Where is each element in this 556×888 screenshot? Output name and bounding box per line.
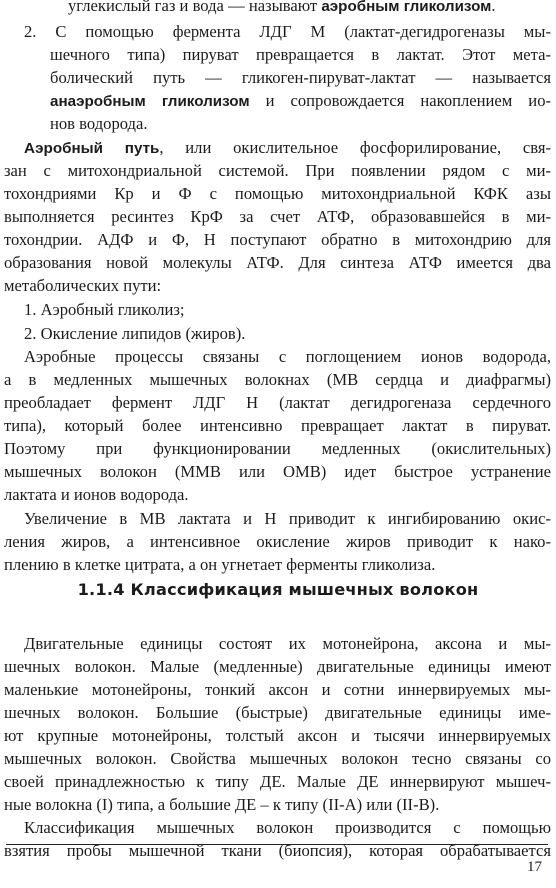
paragraph-line: плению в клетке цитрата, а он угнетает ферменты гликолиза. [4,555,436,574]
paragraph-line: Поэтому при функционировании медленных (окислительных) [4,439,551,458]
list-item: 2. Окисление липидов (жиров). [24,324,246,343]
page-number: 17 [527,859,542,875]
paragraph-line: тохондриями Кр и Ф с помощью митохондриальной КФК азы [4,184,551,203]
paragraph-line: мышечных волокон. Свойства мышечных волокон тесно связаны со [4,749,551,768]
list-item-2-line: болический путь — гликоген-пируват-лактат — называется [50,68,551,87]
list-item-2-line: шечного типа) пируват превращается в лактат. Этот мета- [50,45,551,64]
bold-term: Аэробный путь [24,140,160,157]
section-heading: 1.1.4 Классификация мышечных волокон [77,580,479,599]
text-fragment: и сопровождается накоплением ио- [249,91,552,110]
text-fragment: углекислый газ и вода — называют [68,0,322,15]
paragraph-line: выполняется ресинтез КрФ за счет АТФ, образовавшейся в ми- [4,207,551,226]
paragraph-line: а в медленных мышечных волокнах (МВ сердца и диафрагмы) [4,370,551,389]
paragraph-line: Аэробные процессы связаны с поглощением ионов водорода, [24,347,551,366]
list-item-2-line: нов водорода. [50,114,148,133]
paragraph-line: ления жиров, а интенсивное окисление жиров приводит к нако- [4,532,551,551]
list-item: 1. Аэробный гликолиз; [24,300,185,319]
paragraph-line: своей принадлежностью к типу ДЕ. Малые ДЕ иннервируют мышеч- [4,772,551,791]
paragraph-line: взятия пробы мышечной ткани (биопсия), которая обрабатывается [4,841,551,860]
bold-term: анаэробным гликолизом [50,93,250,110]
paragraph-line: типа), который более интенсивно превращает лактат в пируват. [4,416,551,435]
bold-term: аэробным гликолизом [321,0,492,15]
paragraph-line: шечных волокон. Большие (быстрые) двигательные единицы име- [4,703,551,722]
paragraph-line: тохондрии. АДФ и Ф, Н поступают обратно в митохондрию для [4,230,551,249]
paragraph-line: шечных волокон. Малые (медленные) двигательные единицы имеют [4,657,551,676]
paragraph-line: Классификация мышечных волокон производится с помощью [24,818,551,837]
paragraph-line: лактата и ионов водорода. [4,485,189,504]
text-fragment: , или окислительное фосфорилирование, свя- [159,138,551,157]
list-item-2-line [50,89,551,113]
footer-divider [6,844,548,845]
list-item-2-line: 2. С помощью фермента ЛДГ М (лактат-дегидрогеназы мы- [24,22,551,41]
text-fragment: . [491,0,496,15]
paragraph-line: ют крупные мотонейроны, толстый аксон и тысячи иннервируемых [4,726,551,745]
paragraph-line: зан с митохондриальной системой. При появлении рядом с ми- [4,161,551,180]
paragraph-line: образования новой молекулы АТФ. Для синтеза АТФ имеется два [4,253,551,272]
paragraph-line [24,136,551,160]
paragraph-line: ные волокна (I) типа, а большие ДЕ – к типу (II-А) или (II-В). [4,795,440,814]
paragraph-line: маленькие мотонейроны, тонкий аксон и сотни иннервируемых мы- [4,680,551,699]
paragraph-line: преобладает фермент ЛДГ Н (лактат дегидрогеназа сердечного [4,393,551,412]
paragraph-line: метаболических пути: [4,276,162,295]
text-line [68,0,496,18]
paragraph-line: Увеличение в МВ лактата и Н приводит к ингибированию окис- [24,509,551,528]
paragraph-line: мышечных волокон (ММВ или ОМВ) идет быстрое устранение [4,462,551,481]
paragraph-line: Двигательные единицы состоят их мотонейрона, аксона и мы- [24,634,551,653]
